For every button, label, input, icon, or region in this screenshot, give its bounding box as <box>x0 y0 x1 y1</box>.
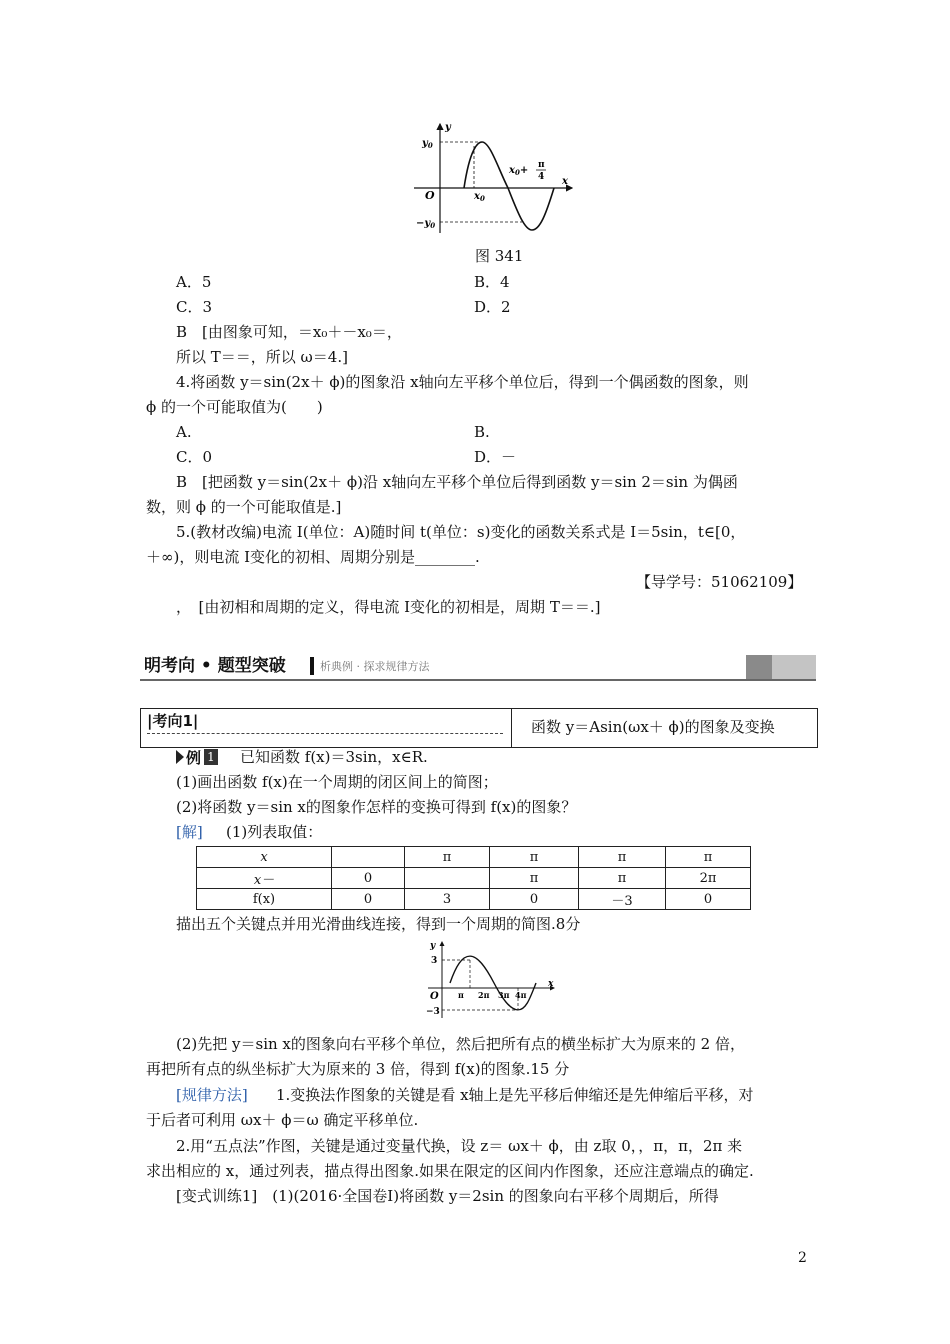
q5-answer: ， [由初相和周期的定义，得电流 I变化的初相是，周期 T＝＝.] <box>176 598 601 616</box>
fig-x0-label: x <box>474 191 480 202</box>
q5-stem-line1: 5.(教材改编)电流 I(单位：A)随时间 t(单位：s)变化的函数关系式是 I＝5sin，t∈[0， <box>176 523 746 541</box>
q4-option-d: D．－ <box>474 448 517 466</box>
q4-stem-line2: ϕ 的一个可能取值为( ) <box>146 398 323 416</box>
q4-option-c: C．0 <box>176 448 213 466</box>
table-row <box>197 847 751 868</box>
table-cell: x <box>197 847 332 868</box>
table-cell: 0 <box>332 889 405 910</box>
method-tag: [规律方法] <box>176 1086 248 1104</box>
table-cell: 0 <box>490 889 579 910</box>
table-cell: π <box>490 847 579 868</box>
graph-ymax: 3 <box>431 956 438 966</box>
fig-y0-label: y <box>422 138 428 149</box>
figure-341-sine-graph <box>412 118 582 236</box>
q4-answer-line2: 数，则 ϕ 的一个可能取值是.] <box>146 498 342 516</box>
table-cell: π <box>579 847 666 868</box>
table-cell: x－ <box>197 868 332 889</box>
q5-guide-number: 【导学号：51062109】 <box>636 573 803 591</box>
graph-y-label: y <box>430 941 436 951</box>
table-cell: π <box>666 847 751 868</box>
svg-text:x0+ <box>508 165 528 177</box>
part2-answer-line1: (2)先把 y＝sin x的图象向右平移个单位，然后把所有点的横坐标扩大为原来的 2 倍， <box>176 1035 745 1053</box>
q3-option-c: C．3 <box>176 298 213 316</box>
method-line1: 1.变换法作图象的关键是看 x轴上是先平移后伸缩还是先伸缩后平移，对 <box>276 1086 754 1104</box>
solution-tag: [解] <box>176 823 203 841</box>
page-number: 2 <box>798 1250 807 1266</box>
graph-tick-2pi: 2π <box>478 990 490 1000</box>
fig-y-label: y <box>445 122 451 133</box>
topic-label: |考向1| <box>147 712 199 730</box>
svg-text:−y0 <box>416 218 435 230</box>
topic-box <box>140 708 818 748</box>
fig-neg-y0-sub: 0 <box>430 221 436 230</box>
graph-tick-pi: π <box>458 990 464 1000</box>
table-row <box>197 868 751 889</box>
graph-origin: O <box>430 991 439 1002</box>
table-cell: π <box>579 868 666 889</box>
q4-answer-line1: B [把函数 y＝sin(2x＋ ϕ)沿 x轴向左平移个单位后得到函数 y＝sin 2＝sin 为偶函 <box>176 473 738 491</box>
table-cell: 0 <box>332 868 405 889</box>
q4-option-a: A. <box>176 423 192 441</box>
q3-answer-line2: 所以 T＝＝，所以 ω＝4.] <box>176 348 348 366</box>
method-line2: 于后者可利用 ωx＋ ϕ＝ω 确定平移单位. <box>146 1111 419 1129</box>
graph-ymin: −3 <box>426 1007 440 1017</box>
section-subtitle: 析典例 · 探求规律方法 <box>320 660 430 673</box>
fig-shift-plus: + <box>519 165 529 176</box>
table-row <box>197 889 751 910</box>
example1-part1: (1)画出函数 f(x)在一个周期的闭区间上的简图； <box>176 773 498 791</box>
q4-option-b: B. <box>474 423 490 441</box>
topic-title: 函数 y＝Asin(ωx＋ ϕ)的图象及变换 <box>531 718 775 736</box>
svg-text:x0 <box>473 191 485 203</box>
graph-tick-3pi: 3π <box>498 990 510 1000</box>
figure-341-caption: 图 341 <box>475 247 524 265</box>
practice-line: [变式训练1] (1)(2016·全国卷Ⅰ)将函数 y＝2sin 的图象向右平移个周期后，所得 <box>176 1187 719 1205</box>
value-table <box>196 846 751 910</box>
fig-neg-y0-label: −y <box>416 218 431 229</box>
table-cell: π <box>405 847 490 868</box>
sine-curve <box>464 142 554 230</box>
table-cell: －3 <box>579 889 666 910</box>
fig-shift-x: x <box>509 165 515 176</box>
table-cell: π <box>490 868 579 889</box>
table-cell: 2π <box>666 868 751 889</box>
q3-option-a: A．5 <box>176 273 212 291</box>
fig-shift-sub: 0 <box>514 168 520 177</box>
table-cell <box>332 847 405 868</box>
example-sine-graph <box>418 938 564 1020</box>
fig-shift-four: 4 <box>538 172 545 182</box>
method-line4: 求出相应的 x，通过列表，描点得出图象.如果在限定的区间内作图象，还应注意端点的确定. <box>146 1162 754 1180</box>
q3-option-b: B．4 <box>474 273 510 291</box>
graph-x-label: x <box>548 979 554 989</box>
table-cell <box>405 868 490 889</box>
example1-stem: 已知函数 f(x)＝3sin，x∈R. <box>240 748 428 766</box>
solution-intro: (1)列表取值： <box>226 823 323 841</box>
table-cell: 0 <box>666 889 751 910</box>
fig-x0-sub: 0 <box>479 194 485 203</box>
table-cell: f(x) <box>197 889 332 910</box>
example1-part2: (2)将函数 y＝sin x的图象作怎样的变换可得到 f(x)的图象？ <box>176 798 577 816</box>
part2-answer-line2: 再把所有点的纵坐标扩大为原来的 3 倍，得到 f(x)的图象.15 分 <box>146 1060 570 1078</box>
graph-tick-4pi: 4π <box>515 990 527 1000</box>
fig-origin-label: O <box>425 189 435 202</box>
q3-answer-line1: B [由图象可知，＝x₀＋－x₀＝， <box>176 323 402 341</box>
fig-y0-sub: 0 <box>427 141 433 150</box>
fig-x-label: x <box>562 176 568 187</box>
method-line3: 2.用“五点法”作图，关键是通过变量代换，设 z＝ ωx＋ ϕ，由 z取 0，，π，π，2π 来 <box>176 1137 743 1155</box>
table-cell: 3 <box>405 889 490 910</box>
q5-stem-line2: ＋∞)，则电流 I变化的初相、周期分别是________. <box>146 548 480 566</box>
draw-description: 描出五个关键点并用光滑曲线连接，得到一个周期的简图.8分 <box>176 915 581 933</box>
section-title: 明考向 • 题型突破 <box>144 656 286 676</box>
q3-option-d: D．2 <box>474 298 511 316</box>
fig-shift-pi: π <box>538 160 545 170</box>
svg-text:y0 <box>421 138 433 150</box>
q4-stem-line1: 4.将函数 y＝sin(2x＋ ϕ)的图象沿 x轴向左平移个单位后，得到一个偶函数的图象，则 <box>176 373 749 391</box>
section-header <box>140 655 816 681</box>
